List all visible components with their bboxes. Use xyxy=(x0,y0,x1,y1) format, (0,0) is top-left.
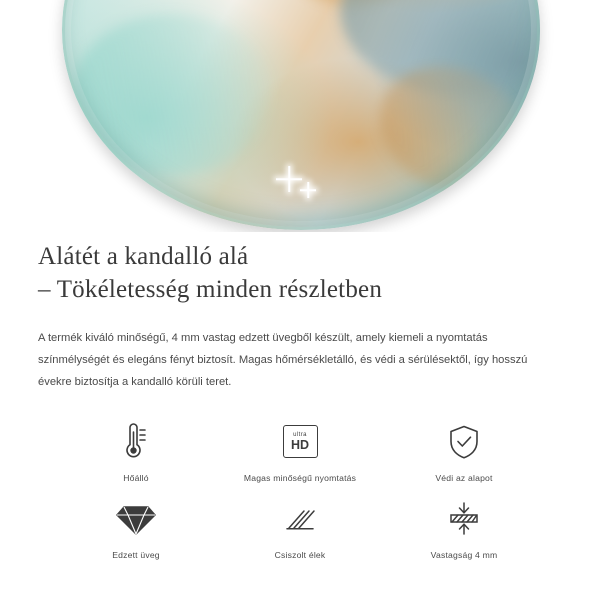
feature-label: Vastagság 4 mm xyxy=(430,549,498,560)
feature-item-print-quality xyxy=(218,420,382,483)
feature-label: Magas minőségű nyomtatás xyxy=(243,472,357,483)
feature-item-tempered-glass xyxy=(54,497,218,560)
headline-line-2: – Tökéletesség minden részletben xyxy=(38,276,383,303)
thickness-icon xyxy=(443,497,485,541)
glass-pad-image xyxy=(62,0,540,230)
feature-label: Edzett üveg xyxy=(112,549,160,560)
headline-line-1: Alátét a kandalló alá xyxy=(38,243,249,270)
page-title xyxy=(38,240,562,306)
shield-check-icon xyxy=(444,420,484,464)
content-block xyxy=(0,240,600,560)
feature-grid xyxy=(38,420,562,560)
hero-image xyxy=(0,0,600,232)
polished-edges-icon xyxy=(280,497,320,541)
feature-label: Védi az alapot xyxy=(435,472,493,483)
feature-item-surface-protection xyxy=(382,420,546,483)
thermometer-icon xyxy=(116,420,156,464)
feature-label: Csiszolt élek xyxy=(274,549,326,560)
feature-label: Hőálló xyxy=(123,472,149,483)
feature-item-heat-resistant xyxy=(54,420,218,483)
ultra-hd-badge-bottom: HD xyxy=(290,437,310,452)
description-paragraph: A termék kiváló minőségű, 4 mm vastag edzett üvegből készült, amely kiemeli a nyomtatás színmélységét és elegáns fényt biztosít. Magas hőmérsékletálló, és védi a sérülésektől, így hosszú évekre biztosítja a kandalló körüli teret. xyxy=(38,332,528,388)
feature-item-thickness xyxy=(382,497,546,560)
ultra-hd-badge-top: ultra xyxy=(293,431,307,438)
diamond-icon xyxy=(115,497,157,541)
feature-item-polished-edges xyxy=(218,497,382,560)
glass-edge xyxy=(62,0,540,230)
ultra-hd-icon xyxy=(283,420,318,464)
